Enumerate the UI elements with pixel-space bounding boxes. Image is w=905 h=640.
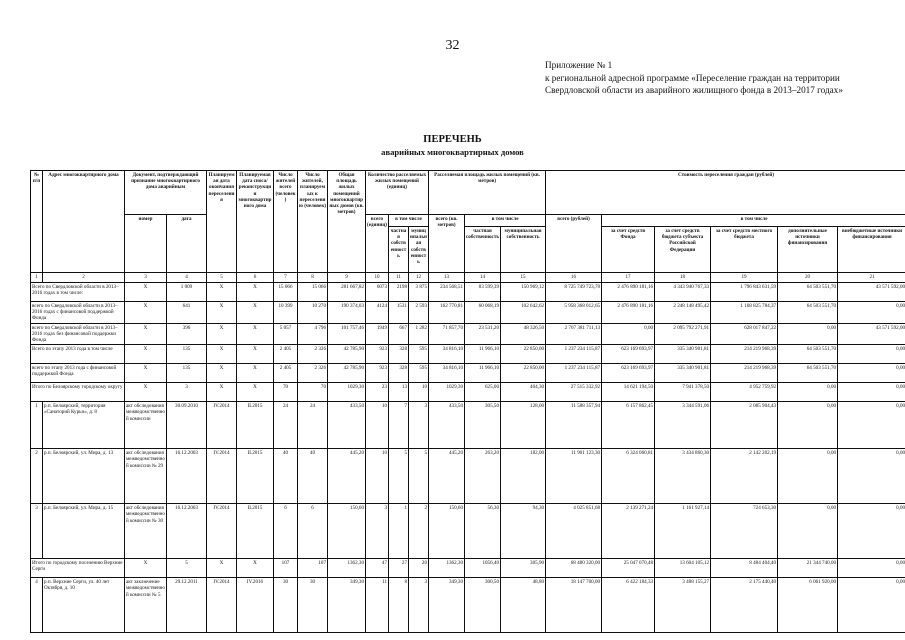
table-cell: Х bbox=[125, 302, 167, 324]
table-cell: 8 484 404,40 bbox=[711, 559, 778, 578]
column-number: 14 bbox=[465, 273, 501, 283]
table-cell: 34 816,10 bbox=[429, 364, 465, 383]
table-cell: 13 604 105,12 bbox=[655, 559, 711, 578]
table-cell: 107 bbox=[274, 559, 298, 578]
table-cell: 94,30 bbox=[501, 504, 546, 559]
summary-label: всего по Свердловской области в 2013–2016 годах без финансовой поддержки Фонда bbox=[31, 323, 125, 345]
table-cell: 2 326 bbox=[298, 345, 328, 364]
registry-body bbox=[31, 273, 905, 633]
table-cell: 4 025 851,68 bbox=[546, 504, 602, 559]
header-premises-count: Количество расселяемых жилых помещений (единиц) bbox=[366, 171, 429, 215]
table-cell: Х bbox=[207, 302, 237, 324]
table-cell: 4 796 bbox=[298, 323, 328, 345]
table-cell: 16.12.2003 bbox=[167, 449, 207, 504]
table-cell: 182,00 bbox=[501, 449, 546, 504]
table-cell: 2 bbox=[409, 504, 429, 559]
table-cell: 64 503 551,70 bbox=[778, 364, 838, 383]
table-cell: 6 bbox=[274, 504, 298, 559]
table-cell: 48,80 bbox=[501, 578, 546, 633]
address-cell: р.п. Верхние Серги, ул. 40 лет Октября, д. 10 bbox=[43, 578, 125, 633]
summary-label: Всего по этапу 2013 года в том числе bbox=[31, 345, 125, 364]
table-cell: 23 531,20 bbox=[465, 323, 501, 345]
table-cell: 0,00 bbox=[838, 364, 905, 383]
header-total-area: Общая площадь жилых помещений многоквартирных домов (кв. метров) bbox=[328, 171, 366, 273]
table-cell: 0,00 bbox=[838, 402, 905, 449]
table-cell: 625,00 bbox=[465, 383, 501, 402]
table-cell: Х bbox=[237, 283, 274, 302]
table-cell: 396 bbox=[167, 323, 207, 345]
table-cell: 68 480 320,00 bbox=[546, 559, 602, 578]
table-cell: II.2015 bbox=[237, 449, 274, 504]
header-cost-local: за счет средств местного бюджета bbox=[711, 227, 778, 273]
table-cell: 14 621 194,50 bbox=[602, 383, 655, 402]
table-cell: 30.09.2010 bbox=[167, 402, 207, 449]
object-row bbox=[31, 402, 905, 449]
table-cell: 102 642,62 bbox=[501, 302, 546, 324]
header-area-municipal: муниципальная собственность bbox=[501, 227, 546, 273]
table-cell: 1362,30 bbox=[328, 559, 366, 578]
table-cell: 445,20 bbox=[328, 449, 366, 504]
table-cell: 10 bbox=[366, 449, 389, 504]
header-premises-including: в том числе bbox=[389, 215, 429, 227]
row-index: 2 bbox=[31, 449, 43, 504]
summary-row bbox=[31, 323, 905, 345]
table-cell: 3 434 860,30 bbox=[655, 449, 711, 504]
table-cell: 29.12.2011 bbox=[167, 578, 207, 633]
table-cell: 162 770,81 bbox=[429, 302, 465, 324]
document-subtitle: аварийных многоквартирных домов bbox=[381, 147, 524, 157]
appendix-note bbox=[545, 59, 875, 97]
table-cell: Х bbox=[207, 364, 237, 383]
table-cell: 0,00 bbox=[838, 504, 905, 559]
table-cell: 0,00 bbox=[838, 302, 905, 324]
table-cell: II.2015 bbox=[237, 504, 274, 559]
table-cell: 1029,30 bbox=[429, 383, 465, 402]
table-cell: 10 270 bbox=[298, 302, 328, 324]
summary-label: Итого по городскому поселению Верхние Серги bbox=[31, 559, 125, 578]
column-number: 1 bbox=[31, 273, 43, 283]
column-number: 16 bbox=[546, 273, 602, 283]
object-row bbox=[31, 449, 905, 504]
registry-table bbox=[30, 170, 905, 633]
table-cell: 6073 bbox=[366, 283, 389, 302]
table-cell: 3 bbox=[409, 578, 429, 633]
table-cell: 2 142 202,19 bbox=[711, 449, 778, 504]
table-cell: Х bbox=[125, 559, 167, 578]
document-title: ПЕРЕЧЕНЬ bbox=[423, 134, 482, 145]
table-cell: 623 169 693,97 bbox=[602, 345, 655, 364]
table-cell: 22 850,00 bbox=[501, 364, 546, 383]
table-cell: 595 bbox=[409, 345, 429, 364]
header-cost: Стоимость переселения граждан (рублей) bbox=[546, 171, 905, 215]
row-index: 4 bbox=[31, 578, 43, 633]
table-cell: 150 969,12 bbox=[501, 283, 546, 302]
row-index: 1 bbox=[31, 402, 43, 449]
column-number: 20 bbox=[778, 273, 838, 283]
table-cell: 42 785,90 bbox=[328, 345, 366, 364]
table-cell: 4 343 940 767,33 bbox=[655, 283, 711, 302]
table-cell: 0,00 bbox=[838, 578, 905, 633]
summary-label: Всего по Свердловской области в 2013–2016 годах в том числе: bbox=[31, 283, 125, 302]
table-cell: 3 875 bbox=[409, 283, 429, 302]
table-cell: 1949 bbox=[366, 323, 389, 345]
row-index: 3 bbox=[31, 504, 43, 559]
table-cell: 101 757,46 bbox=[328, 323, 366, 345]
table-cell: 83 599,39 bbox=[465, 283, 501, 302]
header-cost-fund: за счет средств Фонда bbox=[602, 227, 655, 273]
summary-row bbox=[31, 559, 905, 578]
header-document: Документ, подтверждающий признание многоквартирного дома аварийным bbox=[125, 171, 207, 215]
table-cell: 135 bbox=[167, 364, 207, 383]
table-cell: 24 bbox=[298, 402, 328, 449]
table-cell: 15 066 bbox=[298, 283, 328, 302]
table-cell: 349,30 bbox=[328, 578, 366, 633]
summary-row bbox=[31, 283, 905, 302]
table-cell: 445,20 bbox=[429, 449, 465, 504]
column-number: 11 bbox=[389, 273, 409, 283]
summary-row bbox=[31, 364, 905, 383]
table-cell: 2 476 890 181,16 bbox=[602, 283, 655, 302]
header-cost-extrabudget: внебюджетные источники финансирования bbox=[838, 227, 905, 273]
column-number: 2 bbox=[43, 273, 125, 283]
table-cell: 628 017 847,22 bbox=[711, 323, 778, 345]
table-cell: 623 169 693,97 bbox=[602, 364, 655, 383]
table-cell: 5 bbox=[389, 449, 409, 504]
table-cell: 64 503 551,70 bbox=[778, 302, 838, 324]
table-cell: 5 057 bbox=[274, 323, 298, 345]
table-cell: 150,60 bbox=[429, 504, 465, 559]
table-cell: 1 009 bbox=[167, 283, 207, 302]
address-cell: р.п. Белоярский, территория «Санаторий Курьи», д. 8 bbox=[43, 402, 125, 449]
table-cell: 641 bbox=[167, 302, 207, 324]
header-resettlement-date: Планируемая дата окончания переселения bbox=[207, 171, 237, 273]
summary-label: всего по Свердловской области в 2013–2016 годах с финансовой поддержкой Фонда bbox=[31, 302, 125, 324]
table-cell: 0,00 bbox=[602, 323, 655, 345]
table-cell: Х bbox=[125, 323, 167, 345]
header-cost-total: всего (рублей) bbox=[546, 215, 602, 273]
table-cell: Х bbox=[207, 559, 237, 578]
table-cell: 10 bbox=[366, 402, 389, 449]
table-cell: 30 bbox=[274, 578, 298, 633]
appendix-line-2: к региональной адресной программе «Переселение граждан на территории Свердловской области из аварийного жилищного фонда в 2013–2017 годах» bbox=[545, 72, 843, 96]
table-cell: 433,50 bbox=[328, 402, 366, 449]
column-number: 12 bbox=[409, 273, 429, 283]
table-cell: 24 bbox=[274, 402, 298, 449]
table-cell: 150,60 bbox=[328, 504, 366, 559]
table-cell: 11 966,10 bbox=[465, 364, 501, 383]
table-cell: 5 bbox=[167, 559, 207, 578]
table-cell: 11 bbox=[366, 578, 389, 633]
table-cell: Х bbox=[237, 345, 274, 364]
table-cell: Х bbox=[237, 323, 274, 345]
summary-row bbox=[31, 383, 905, 402]
table-cell: 13 bbox=[389, 383, 409, 402]
header-doc-number: номер bbox=[125, 215, 167, 273]
table-cell: Х bbox=[237, 364, 274, 383]
table-cell: 3 bbox=[409, 402, 429, 449]
header-premises-municipal: муниципальная собственность bbox=[409, 227, 429, 273]
table-cell: 305,90 bbox=[501, 559, 546, 578]
table-cell: 4124 bbox=[366, 302, 389, 324]
table-cell: акт обследования межведомственной комиссии № 29 bbox=[125, 449, 167, 504]
header-cost-additional: дополнительные источники финансирования bbox=[778, 227, 838, 273]
table-cell: 349,30 bbox=[429, 578, 465, 633]
summary-row bbox=[31, 302, 905, 324]
table-cell: 300,50 bbox=[465, 578, 501, 633]
table-cell: Х bbox=[207, 345, 237, 364]
table-cell: 40 bbox=[274, 449, 298, 504]
column-number: 9 bbox=[328, 273, 366, 283]
table-cell: акт обследования межведомственной комиссии № 30 bbox=[125, 504, 167, 559]
table-cell: 2 326 bbox=[298, 364, 328, 383]
table-cell: 18 147 700,00 bbox=[546, 578, 602, 633]
table-cell: 71 857,70 bbox=[429, 323, 465, 345]
column-number: 6 bbox=[237, 273, 274, 283]
table-cell: 5 958 368 012,65 bbox=[546, 302, 602, 324]
table-cell: Х bbox=[125, 364, 167, 383]
header-premises-total: всего (единиц) bbox=[366, 215, 389, 273]
table-cell: акт заключение межведомственной комиссии № 5 bbox=[125, 578, 167, 633]
table-cell: Х bbox=[125, 345, 167, 364]
table-cell: 0,00 bbox=[838, 345, 905, 364]
summary-label: всего по этапу 2013 года с финансовой поддержкой Фонда bbox=[31, 364, 125, 383]
table-cell: 724 653,30 bbox=[711, 504, 778, 559]
table-cell: 595 bbox=[409, 364, 429, 383]
table-cell: 2 175 440,40 bbox=[711, 578, 778, 633]
table-cell: 10 bbox=[409, 383, 429, 402]
header-address: Адрес многоквартирного дома bbox=[43, 171, 125, 273]
table-cell: 30 bbox=[298, 578, 328, 633]
table-cell: 2 405 bbox=[274, 364, 298, 383]
table-cell: 328 bbox=[389, 345, 409, 364]
table-cell: 335 340 901,81 bbox=[655, 345, 711, 364]
table-cell: 42 785,90 bbox=[328, 364, 366, 383]
table-cell: 0,00 bbox=[778, 504, 838, 559]
table-cell: 1 237 234 115,87 bbox=[546, 364, 602, 383]
table-cell: 2 767 381 711,13 bbox=[546, 323, 602, 345]
table-cell: 40 bbox=[298, 449, 328, 504]
table-cell: 923 bbox=[366, 345, 389, 364]
column-number: 4 bbox=[167, 273, 207, 283]
table-cell: 1 282 bbox=[409, 323, 429, 345]
header-demolition-date: Планируемая дата сноса/ реконструкции многоквартирного дома bbox=[237, 171, 274, 273]
table-cell: 23 bbox=[366, 383, 389, 402]
table-cell: 2 405 bbox=[274, 345, 298, 364]
table-cell: 1 237 234 115,87 bbox=[546, 345, 602, 364]
column-number: 5 bbox=[207, 273, 237, 283]
table-cell: 2 139 271,24 bbox=[602, 504, 655, 559]
column-number: 18 bbox=[655, 273, 711, 283]
table-cell: 1362,30 bbox=[429, 559, 465, 578]
table-cell: 8 725 749 723,78 bbox=[546, 283, 602, 302]
summary-label: Итого по Белоярскому городскому округу bbox=[31, 383, 125, 402]
header-cost-region: за счет средств бюджета субъекта Российской Федерации bbox=[655, 227, 711, 273]
table-cell: 7 bbox=[389, 402, 409, 449]
table-cell: 6 324 060,81 bbox=[602, 449, 655, 504]
table-cell: 15 066 bbox=[274, 283, 298, 302]
header-residents-planned: Число жителей, планируемых к переселению (человек) bbox=[298, 171, 328, 273]
table-cell: 43 571 592,00 bbox=[838, 323, 905, 345]
table-cell: 20 bbox=[409, 559, 429, 578]
table-cell: Х bbox=[207, 283, 237, 302]
column-number: 21 bbox=[838, 273, 905, 283]
table-cell: 6 061 920,00 bbox=[778, 578, 838, 633]
table-cell: 27 bbox=[389, 559, 409, 578]
column-number: 7 bbox=[274, 273, 298, 283]
table-cell: 2 593 bbox=[409, 302, 429, 324]
table-cell: 214 219 968,39 bbox=[711, 364, 778, 383]
table-cell: 1029,30 bbox=[328, 383, 366, 402]
table-cell: IV.2014 bbox=[207, 449, 237, 504]
address-cell: р.п. Белоярский, ул. Мира, д. 15 bbox=[43, 504, 125, 559]
table-cell: Х bbox=[207, 383, 237, 402]
table-cell: 25 047 070,48 bbox=[602, 559, 655, 578]
table-cell: 0,00 bbox=[838, 559, 905, 578]
table-cell: 6 bbox=[298, 504, 328, 559]
table-cell: 2 095 792 271,91 bbox=[655, 323, 711, 345]
table-cell: 135 bbox=[167, 345, 207, 364]
table-cell: 5 bbox=[409, 449, 429, 504]
table-cell: 48 326,50 bbox=[501, 323, 546, 345]
table-cell: 1 161 927,14 bbox=[655, 504, 711, 559]
object-row bbox=[31, 504, 905, 559]
table-cell: 64 503 551,70 bbox=[778, 283, 838, 302]
table-cell: 0,00 bbox=[838, 449, 905, 504]
table-cell: 0,00 bbox=[778, 402, 838, 449]
table-cell: 667 bbox=[389, 323, 409, 345]
summary-row bbox=[31, 345, 905, 364]
table-cell: 2 476 890 181,16 bbox=[602, 302, 655, 324]
table-cell: Х bbox=[237, 302, 274, 324]
table-cell: 3 bbox=[366, 504, 389, 559]
table-cell: 34 816,10 bbox=[429, 345, 465, 364]
table-cell: 2 248 148 495,42 bbox=[655, 302, 711, 324]
table-cell: 22 850,00 bbox=[501, 345, 546, 364]
table-cell: 263,20 bbox=[465, 449, 501, 504]
table-cell: 7 941 378,50 bbox=[655, 383, 711, 402]
table-cell: 64 503 551,70 bbox=[778, 345, 838, 364]
table-cell: IV.2014 bbox=[207, 402, 237, 449]
table-cell: 11 901 123,30 bbox=[546, 449, 602, 504]
table-cell: 1056,40 bbox=[465, 559, 501, 578]
table-cell: 47 bbox=[366, 559, 389, 578]
column-number: 3 bbox=[125, 273, 167, 283]
table-cell: 16.12.2003 bbox=[167, 504, 207, 559]
table-cell: IV.2014 bbox=[207, 504, 237, 559]
table-cell: 0,00 bbox=[838, 383, 905, 402]
table-cell: 4 952 759,92 bbox=[711, 383, 778, 402]
column-number: 10 bbox=[366, 273, 389, 283]
table-cell: 1 796 843 631,59 bbox=[711, 283, 778, 302]
table-cell: 107 bbox=[298, 559, 328, 578]
table-cell: 11 966,10 bbox=[465, 345, 501, 364]
table-cell: 404,30 bbox=[501, 383, 546, 402]
table-cell: 60 068,19 bbox=[465, 302, 501, 324]
table-cell: 335 340 901,81 bbox=[655, 364, 711, 383]
table-cell: 8 bbox=[389, 578, 409, 633]
table-cell: Х bbox=[237, 559, 274, 578]
column-number: 17 bbox=[602, 273, 655, 283]
table-cell: 6 157 862,45 bbox=[602, 402, 655, 449]
table-cell: 6 422 184,33 bbox=[602, 578, 655, 633]
table-cell: 10 399 bbox=[274, 302, 298, 324]
table-cell: IV.2014 bbox=[207, 578, 237, 633]
header-area-private: частная собственность bbox=[465, 227, 501, 273]
table-cell: 128,00 bbox=[501, 402, 546, 449]
column-number: 19 bbox=[711, 273, 778, 283]
table-cell: Х bbox=[125, 383, 167, 402]
table-cell: акт обследования межведомственной комиссии bbox=[125, 402, 167, 449]
table-cell: 11 588 357,94 bbox=[546, 402, 602, 449]
table-cell: 1 bbox=[389, 504, 409, 559]
table-cell: 328 bbox=[389, 364, 409, 383]
header-area-including: в том числе bbox=[465, 215, 546, 227]
header-resettled-area: Расселяемая площадь жилых помещений (кв. метров) bbox=[429, 171, 546, 215]
column-number: 8 bbox=[298, 273, 328, 283]
table-cell: II.2015 bbox=[237, 402, 274, 449]
table-cell: 70 bbox=[298, 383, 328, 402]
table-cell: 70 bbox=[274, 383, 298, 402]
table-cell: 3 344 591,06 bbox=[655, 402, 711, 449]
table-cell: 305,50 bbox=[465, 402, 501, 449]
table-cell: 0,00 bbox=[778, 323, 838, 345]
header-area-total: всего (кв. метров) bbox=[429, 215, 465, 273]
header-doc-date: дата bbox=[167, 215, 207, 273]
header-premises-private: частная собственность bbox=[389, 227, 409, 273]
column-number: 13 bbox=[429, 273, 465, 283]
table-cell: 3 bbox=[167, 383, 207, 402]
table-cell: 1 168 825 784,37 bbox=[711, 302, 778, 324]
table-cell: 3 488 155,27 bbox=[655, 578, 711, 633]
page-number: 32 bbox=[445, 38, 460, 53]
table-cell: 2 085 904,43 bbox=[711, 402, 778, 449]
header-num: № п/п bbox=[31, 171, 43, 273]
table-cell: 190 374,03 bbox=[328, 302, 366, 324]
table-cell: Х bbox=[207, 323, 237, 345]
address-cell: р.п. Белоярский, ул. Мира, д. 13 bbox=[43, 449, 125, 504]
table-cell: 1531 bbox=[389, 302, 409, 324]
header-cost-including: в том числе bbox=[602, 215, 905, 227]
column-number: 15 bbox=[501, 273, 546, 283]
table-cell: 43 571 592,00 bbox=[838, 283, 905, 302]
table-cell: IV.2016 bbox=[237, 578, 274, 633]
table-cell: 234 568,51 bbox=[429, 283, 465, 302]
table-cell: 27 515 332,92 bbox=[546, 383, 602, 402]
table-cell: 0,00 bbox=[778, 449, 838, 504]
table-cell: 21 344 740,00 bbox=[778, 559, 838, 578]
table-cell: 2198 bbox=[389, 283, 409, 302]
appendix-line-1: Приложение № 1 bbox=[545, 60, 613, 70]
table-cell: 923 bbox=[366, 364, 389, 383]
table-cell: 433,50 bbox=[429, 402, 465, 449]
table-cell: Х bbox=[237, 383, 274, 402]
table-cell: 214 219 968,39 bbox=[711, 345, 778, 364]
table-cell: 281 667,82 bbox=[328, 283, 366, 302]
column-numbers-row bbox=[31, 273, 905, 283]
header-residents-total: Число жителей всего (человек) bbox=[274, 171, 298, 273]
object-row bbox=[31, 578, 905, 633]
table-cell: Х bbox=[125, 283, 167, 302]
table-cell: 0,00 bbox=[778, 383, 838, 402]
table-cell: 56,30 bbox=[465, 504, 501, 559]
